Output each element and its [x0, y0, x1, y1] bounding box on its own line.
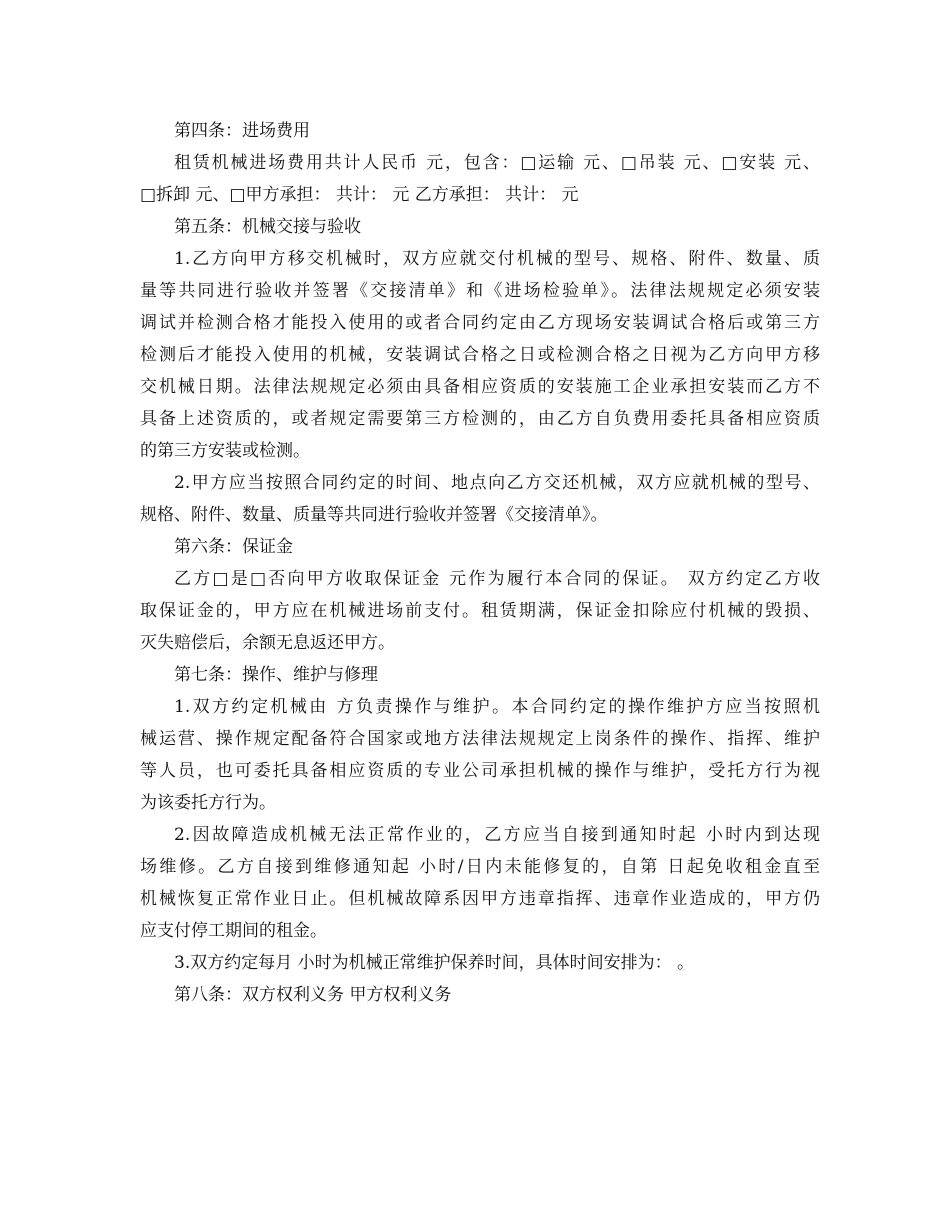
text-line: 第八条：双方权利义务 甲方权利义务 — [174, 985, 452, 1005]
text-line: 2.因故障造成机械无法正常作业的，乙方应当自接到通知时起 小时内到达现 — [174, 825, 820, 845]
text-line: 械运营、操作规定配备符合国家或地方法律法规规定上岗条件的操作、指挥、维护 — [140, 729, 820, 749]
text-line: 第七条：操作、维护与修理 — [174, 665, 378, 685]
text-line: 租赁机械进场费用共计人民币 元，包含：□运输 元、□吊装 元、□安装 元、 — [174, 153, 820, 173]
text-line: 第六条：保证金 — [174, 537, 293, 557]
text-line: 1.乙方向甲方移交机械时，双方应就交付机械的型号、规格、附件、数量、质 — [174, 249, 820, 269]
text-line: 第五条：机械交接与验收 — [174, 217, 361, 237]
text-line: 灭失赔偿后，余额无息返还甲方。 — [140, 633, 395, 653]
text-line: 检测后才能投入使用的机械，安装调试合格之日或检测合格之日视为乙方向甲方移 — [140, 345, 820, 365]
text-line: 1.双方约定机械由 方负责操作与维护。本合同约定的操作维护方应当按照机 — [174, 697, 820, 717]
text-line: 3.双方约定每月 小时为机械正常维护保养时间，具体时间安排为： 。 — [174, 953, 695, 973]
text-line: 取保证金的，甲方应在机械进场前支付。租赁期满，保证金扣除应付机械的毁损、 — [140, 601, 820, 621]
text-line: 应支付停工期间的租金。 — [140, 921, 327, 941]
text-line: 规格、附件、数量、质量等共同进行验收并签署《交接清单》。 — [140, 505, 608, 525]
text-line: 的第三方安装或检测。 — [140, 441, 310, 461]
text-line: 第四条：进场费用 — [174, 121, 310, 141]
text-line: 机械恢复正常作业日止。但机械故障系因甲方违章指挥、违章作业造成的，甲方仍 — [140, 889, 820, 909]
text-line: 调试并检测合格才能投入使用的或者合同约定由乙方现场安装调试合格后或第三方 — [140, 313, 820, 333]
text-line: 交机械日期。法律法规规定必须由具备相应资质的安装施工企业承担安装而乙方不 — [140, 377, 820, 397]
text-line: 乙方□是□否向甲方收取保证金 元作为履行本合同的保证。 双方约定乙方收 — [174, 569, 820, 589]
text-line: 量等共同进行验收并签署《交接清单》和《进场检验单》。法律法规规定必须安装 — [140, 281, 820, 301]
document-page — [140, 115, 820, 1011]
text-line: 场维修。乙方自接到维修通知起 小时/日内未能修复的，自第 日起免收租金直至 — [140, 857, 820, 877]
text-line: 为该委托方行为。 — [140, 793, 276, 813]
text-line: 2.甲方应当按照合同约定的时间、地点向乙方交还机械，双方应就机械的型号、 — [174, 473, 820, 493]
text-line: □拆卸 元、□甲方承担： 共计： 元 乙方承担： 共计： 元 — [140, 185, 579, 205]
text-line: 具备上述资质的，或者规定需要第三方检测的，由乙方自负费用委托具备相应资质 — [140, 409, 820, 429]
text-line: 等人员，也可委托具备相应资质的专业公司承担机械的操作与维护，受托方行为视 — [140, 761, 820, 781]
